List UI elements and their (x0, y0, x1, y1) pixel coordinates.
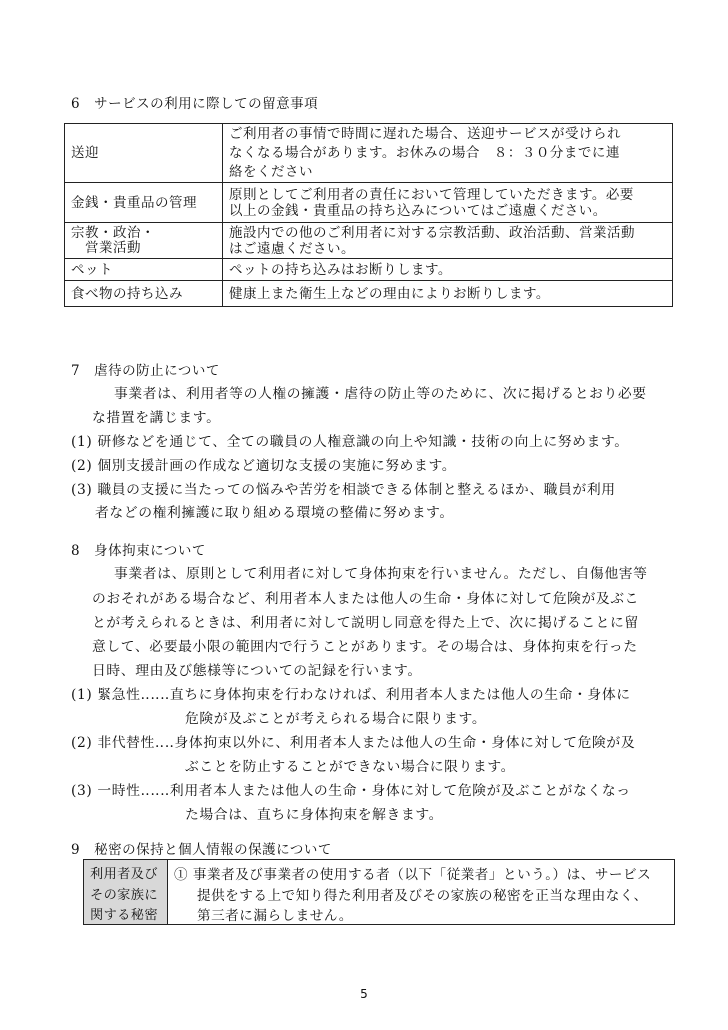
section7-item-3-cont: 者などの権利擁護に取り組める環境の整備に努めます。 (95, 505, 454, 521)
row-label: 金銭・貴重品の管理 (65, 183, 223, 223)
section8-item-3-cont: た場合は、直ちに身体拘束を解きます。 (185, 807, 444, 823)
section7-item-3: (3) 職員の支援に当たっての悩みや苦労を相談できる体制と整えるほか、職員が利用 (71, 482, 616, 498)
section8-item-2: (2) 非代替性‥‥身体拘束以外に、利用者本人または他人の生命・身体に対して危険が及 (71, 735, 636, 751)
content-line: 提供をする上で知り得た利用者及びその家族の秘密を正当な理由なく、 (197, 888, 648, 904)
section8-intro-line: 事業者は、原則として利用者に対して身体拘束を行いません。ただし、自傷他害等 (114, 566, 648, 582)
section9-heading: 9 秘密の保持と個人情報の保護について (71, 842, 332, 858)
label-line: 関する秘密 (90, 908, 158, 923)
row-content: 原則としてご利用者の責任において管理していただきます。必要 以上の金銭・貴重品の持ち込みについてはご遠慮ください。 (223, 183, 673, 223)
section8-heading: 8 身体拘束について (71, 543, 206, 559)
section7-heading: 7 虐待の防止について (71, 363, 220, 379)
table-row (65, 281, 673, 307)
section7-item-1: (1) 研修などを通じて、全ての職員の人権意識の向上や知識・技術の向上に努めます。 (71, 434, 629, 450)
table-row (65, 183, 673, 223)
row-label: 送迎 (65, 124, 223, 183)
usage-notes-table (64, 123, 673, 307)
section8-item-1-cont: 危険が及ぶことが考えられる場合に限ります。 (185, 711, 487, 727)
confidentiality-box (83, 859, 675, 925)
row-label: ペット (65, 259, 223, 281)
row-content: 施設内での他のご利用者に対する宗教活動、政治活動、営業活動 はご遠慮ください。 (223, 223, 673, 259)
row-label: 宗教・政治・ 営業活動 (65, 223, 223, 259)
row-content: ご利用者の事情で時間に遅れた場合、送迎サービスが受けられ なくなる場合があります。お休みの場合 ８：３０分までに連 絡をください (223, 124, 673, 183)
section7-intro-line: な措置を講じます。 (92, 410, 221, 426)
label-line: 利用者及び (90, 867, 158, 882)
section8-item-2-cont: ぶことを防止することができない場合に限ります。 (185, 759, 516, 775)
section7-intro-line: 事業者は、利用者等の人権の擁護・虐待の防止等のために、次に掲げるとおり必要 (114, 386, 647, 402)
section8-item-3: (3) 一時性‥‥‥利用者本人または他人の生命・身体に対して危険が及ぶことがなくなっ (71, 783, 631, 799)
row-label: 食べ物の持ち込み (65, 281, 223, 307)
section8-item-1: (1) 緊急性‥‥‥直ちに身体拘束を行わなければ、利用者本人または他人の生命・身体に (71, 687, 631, 703)
row-content: ペットの持ち込みはお断りします。 (223, 259, 673, 281)
row-content: 健康上また衛生上などの理由によりお断りします。 (223, 281, 673, 307)
section8-intro-line: とが考えられるときは、利用者に対して説明し同意を得た上で、次に掲げることに留 (92, 615, 639, 631)
content-line: 第三者に漏らしません。 (197, 908, 353, 924)
content-line: ① 事業者及び事業者の使用する者（以下「従業者」という。）は、サービス (174, 867, 652, 883)
table-row (65, 124, 673, 183)
table-row (65, 223, 673, 259)
table-row (65, 259, 673, 281)
page-number: 5 (360, 987, 368, 1001)
section8-intro-line: のおそれがある場合など、利用者本人または他人の生命・身体に対して危険が及ぶこ (92, 591, 640, 607)
confidentiality-label-cell (84, 860, 168, 924)
section8-intro-line: 意して、必要最小限の範囲内で行うことがあります。その場合は、身体拘束を行った (92, 639, 638, 655)
section6-heading: 6 サービスの利用に際しての留意事項 (71, 96, 319, 112)
section7-item-2: (2) 個別支援計画の作成など適切な支援の実施に努めます。 (71, 458, 457, 474)
label-line: その家族に (90, 888, 158, 903)
section8-intro-line: 日時、理由及び態様等についての記録を行います。 (92, 663, 422, 679)
